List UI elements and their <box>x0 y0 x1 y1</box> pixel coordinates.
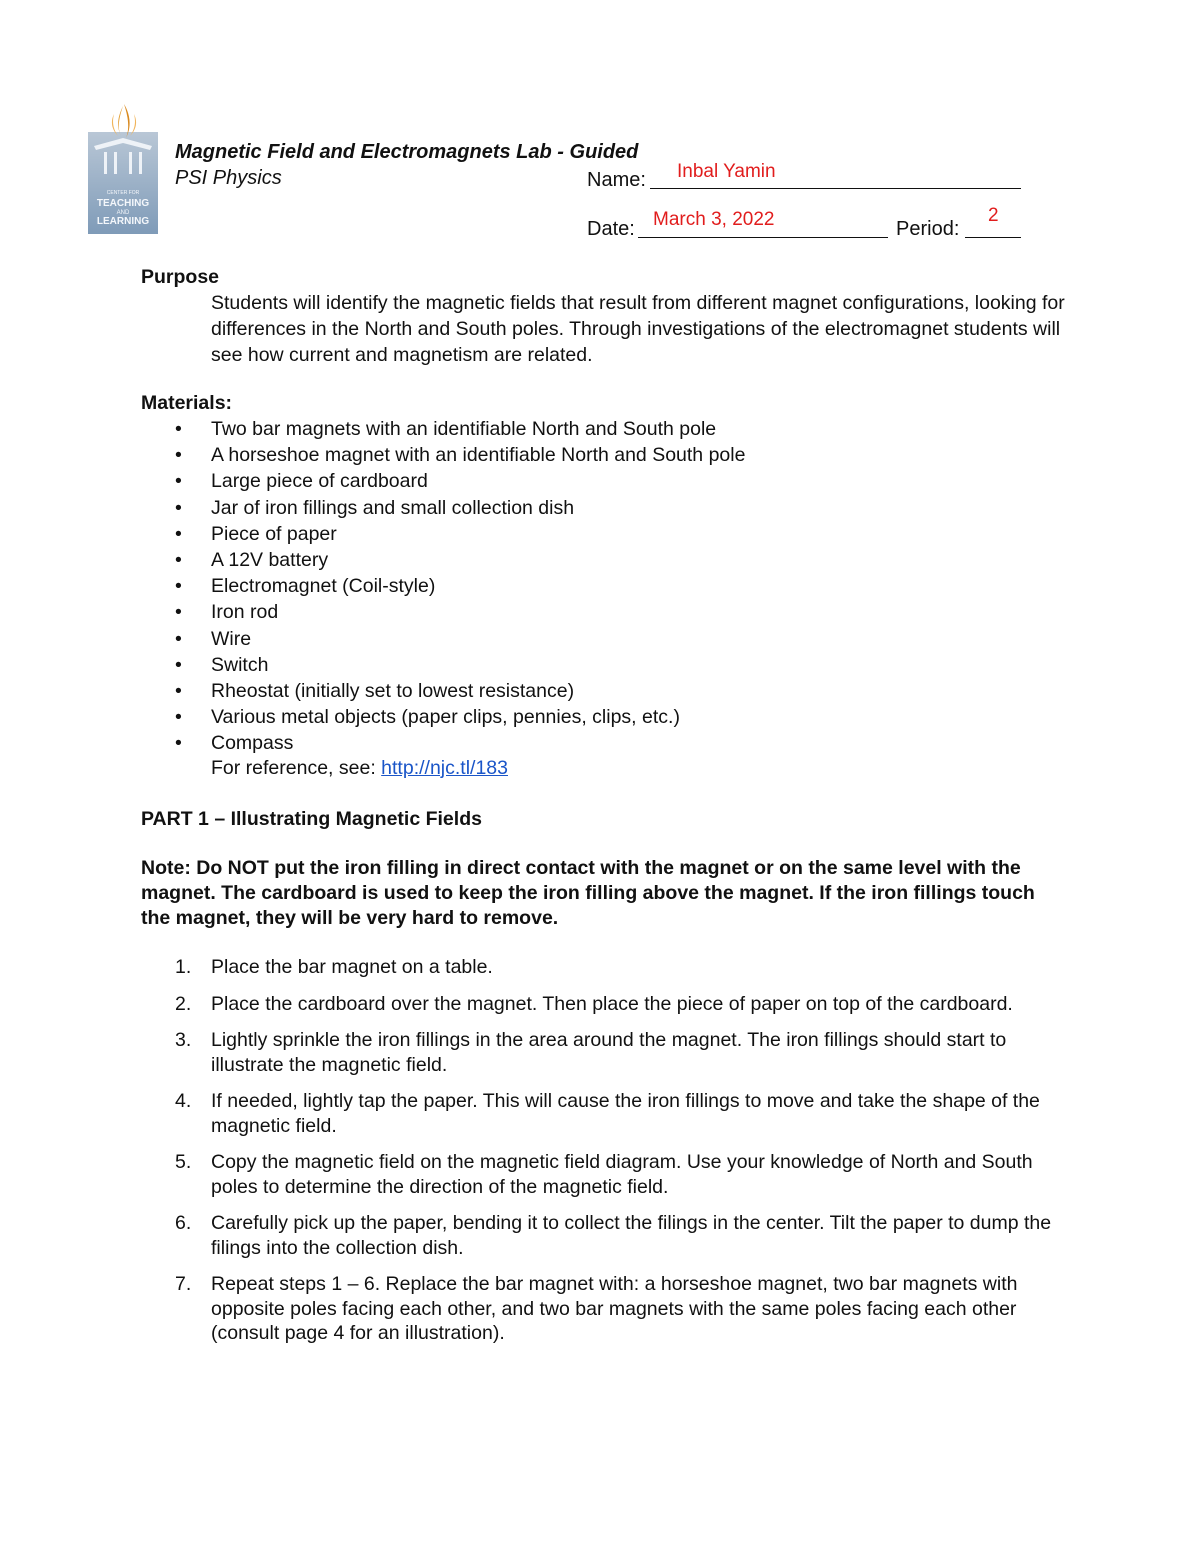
procedure-steps <box>141 955 1071 1358</box>
name-line[interactable] <box>650 188 1021 189</box>
purpose-heading: Purpose <box>141 266 220 288</box>
material-text: Switch <box>211 653 269 676</box>
reference-link[interactable]: http://njc.tl/183 <box>381 757 508 779</box>
bullet-icon: • <box>175 601 182 624</box>
step-text: If needed, lightly tap the paper. This will cause the iron fillings to move and take the shape of the magnetic field. <box>211 1090 1040 1137</box>
materials-heading: Materials: <box>141 392 233 414</box>
list-item <box>168 652 745 678</box>
step-number: 3. <box>175 1029 192 1051</box>
list-item <box>168 442 745 468</box>
material-text: Wire <box>211 627 252 650</box>
period-line[interactable] <box>965 237 1021 238</box>
svg-text:LEARNING: LEARNING <box>96 216 150 227</box>
svg-text:CENTER FOR: CENTER FOR <box>106 190 140 196</box>
bullet-icon: • <box>175 706 182 729</box>
safety-note: Note: Do NOT put the iron filling in direct contact with the magnet or on the same level with the magnet. The cardboard is used to keep the iron filling above the magnet. If the iron fillings touch the magnet, they will be very hard to remove. <box>141 857 1035 929</box>
date-label: Date: <box>587 218 635 240</box>
bullet-icon: • <box>175 732 182 755</box>
step-text: Place the cardboard over the magnet. Then place the piece of paper on top of the cardboard. <box>211 992 1013 1015</box>
period-label: Period: <box>896 218 960 240</box>
step-item <box>141 1150 1071 1199</box>
purpose-text: Students will identify the magnetic fields that result from different magnet configurations, looking for differences in the North and South poles. Through investigations of the electromagnet students will see how current and magnetism are related. <box>211 292 1065 366</box>
list-item <box>168 704 745 730</box>
step-number: 4. <box>175 1090 192 1112</box>
name-label: Name: <box>587 169 646 191</box>
step-item <box>141 1272 1071 1346</box>
svg-text:AND: AND <box>116 210 130 216</box>
material-text: Large piece of cardboard <box>211 470 428 493</box>
step-number: 1. <box>175 956 192 978</box>
name-handwritten: Inbal Yamin <box>677 161 776 182</box>
date-handwritten: March 3, 2022 <box>653 209 775 230</box>
bullet-icon: • <box>175 653 182 676</box>
bullet-icon: • <box>175 575 182 598</box>
bullet-icon: • <box>175 627 182 650</box>
bullet-icon: • <box>175 548 182 571</box>
step-number: 7. <box>175 1273 192 1295</box>
bullet-icon: • <box>175 496 182 519</box>
material-text: Piece of paper <box>211 522 337 545</box>
list-item <box>168 599 745 625</box>
document-title: Magnetic Field and Electromagnets Lab - Guided <box>175 141 639 163</box>
step-text: Copy the magnetic field on the magnetic field diagram. Use your knowledge of North and South poles to determine the direction of the magnetic field. <box>211 1151 1033 1198</box>
step-number: 5. <box>175 1151 192 1173</box>
step-item <box>141 955 1071 980</box>
reference-prefix: For reference, see: <box>211 757 382 779</box>
course-name: PSI Physics <box>175 167 282 189</box>
step-item <box>141 1028 1071 1077</box>
period-handwritten: 2 <box>988 205 999 226</box>
bullet-icon: • <box>175 470 182 493</box>
material-text: A 12V battery <box>211 548 329 571</box>
material-text: Iron rod <box>211 601 279 624</box>
date-line[interactable] <box>638 237 888 238</box>
step-text: Lightly sprinkle the iron fillings in the area around the magnet. The iron fillings should start to illustrate the magnetic field. <box>211 1029 1007 1076</box>
step-item <box>141 1211 1071 1260</box>
step-number: 2. <box>175 992 192 1015</box>
list-item <box>168 547 745 573</box>
material-text: Two bar magnets with an identifiable North and South pole <box>211 418 717 440</box>
step-number: 6. <box>175 1212 192 1234</box>
list-item <box>168 416 745 442</box>
step-text: Repeat steps 1 – 6. Replace the bar magnet with: a horseshoe magnet, two bar magnets with opposite poles facing each other, and two bar magnets with the same poles facing each other (consult page 4 for an illustration). <box>211 1273 1018 1344</box>
materials-list <box>168 416 745 756</box>
list-item <box>168 626 745 652</box>
material-text: Compass <box>211 732 294 755</box>
list-item <box>168 468 745 494</box>
material-text: Electromagnet (Coil-style) <box>211 575 436 598</box>
list-item <box>168 730 745 756</box>
material-text: Rheostat (initially set to lowest resistance) <box>211 679 575 702</box>
list-item <box>168 521 745 547</box>
part1-heading: PART 1 – Illustrating Magnetic Fields <box>141 808 482 830</box>
svg-text:TEACHING: TEACHING <box>96 198 150 209</box>
bullet-icon: • <box>175 444 182 467</box>
bullet-icon: • <box>175 418 182 440</box>
material-text: A horseshoe magnet with an identifiable North and South pole <box>211 444 746 467</box>
bullet-icon: • <box>175 522 182 545</box>
bullet-icon: • <box>175 679 182 702</box>
list-item <box>168 573 745 599</box>
material-text: Jar of iron fillings and small collection dish <box>211 496 575 519</box>
school-logo <box>88 102 158 234</box>
list-item <box>168 678 745 704</box>
list-item <box>168 495 745 521</box>
material-text: Various metal objects (paper clips, pennies, clips, etc.) <box>211 706 680 729</box>
step-text: Place the bar magnet on a table. <box>211 956 493 978</box>
step-text: Carefully pick up the paper, bending it to collect the filings in the center. Tilt the paper to dump the filings into the collection dish. <box>211 1212 1052 1259</box>
step-item <box>141 1089 1071 1138</box>
reference-line <box>211 757 508 780</box>
step-item <box>141 992 1071 1017</box>
